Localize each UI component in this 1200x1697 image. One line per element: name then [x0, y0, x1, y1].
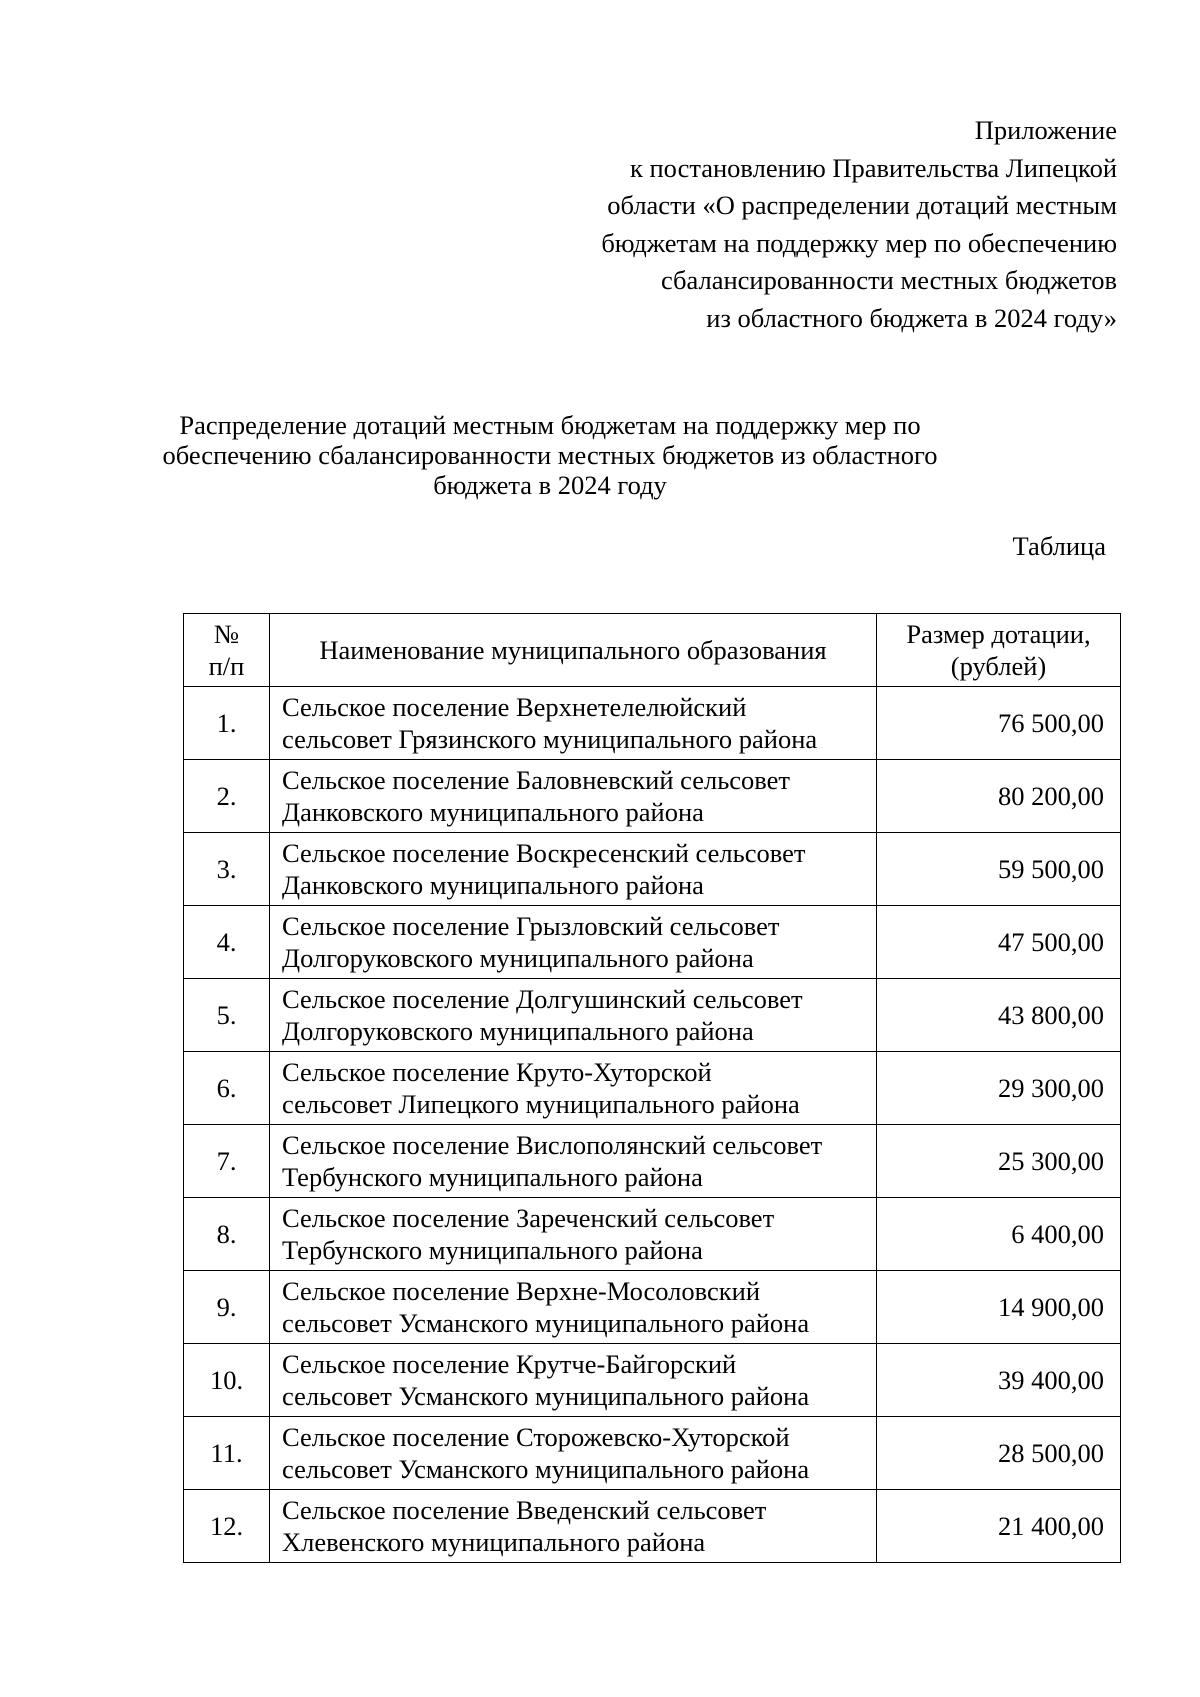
municipality-name-line: Сельское поселение Верхнетелелюйский [282, 692, 747, 722]
row-number: 3. [184, 833, 270, 906]
title-line: бюджета в 2024 году [433, 470, 667, 500]
row-grant-amount: 14 900,00 [877, 1271, 1121, 1344]
row-municipality-name [270, 833, 877, 906]
row-municipality-name [270, 1198, 877, 1271]
table-caption: Таблица [1012, 531, 1106, 561]
row-grant-amount: 47 500,00 [877, 906, 1121, 979]
municipality-name-line: Тербунского муниципального района [282, 1162, 703, 1192]
title-line: Распределение дотаций местным бюджетам на поддержку мер по [179, 410, 921, 440]
row-number: 12. [184, 1490, 270, 1563]
row-grant-amount: 76 500,00 [877, 687, 1121, 760]
table-row [184, 1344, 1121, 1417]
table-row [184, 906, 1121, 979]
municipality-name-line: Сельское поселение Воскресенский сельсовет [282, 838, 806, 868]
municipality-name-line: сельсовет Усманского муниципального района [282, 1454, 810, 1484]
header-name [270, 614, 877, 687]
table-row [184, 1125, 1121, 1198]
header-amount [877, 614, 1121, 687]
table-body [184, 687, 1121, 1563]
municipality-name-line: Сельское поселение Вислополянский сельсовет [282, 1130, 823, 1160]
municipality-name-line: Хлевенского муниципального района [282, 1527, 706, 1557]
header-number [184, 614, 270, 687]
table-row [184, 1417, 1121, 1490]
row-grant-amount: 59 500,00 [877, 833, 1121, 906]
row-grant-amount: 29 300,00 [877, 1052, 1121, 1125]
row-number: 8. [184, 1198, 270, 1271]
municipality-name-line: сельсовет Усманского муниципального района [282, 1308, 810, 1338]
document-title [150, 410, 950, 500]
municipality-name-line: Сельское поселение Введенский сельсовет [282, 1495, 767, 1525]
header-amount-line: (рублей) [950, 651, 1047, 681]
row-number: 10. [184, 1344, 270, 1417]
row-number: 2. [184, 760, 270, 833]
table-row [184, 1198, 1121, 1271]
municipality-name-line: Данковского муниципального района [282, 797, 704, 827]
row-municipality-name [270, 979, 877, 1052]
row-grant-amount: 21 400,00 [877, 1490, 1121, 1563]
appendix-line: Приложение [974, 115, 1117, 145]
header-number-line: № [213, 619, 240, 649]
appendix-note [601, 112, 1117, 337]
municipality-name-line: сельсовет Усманского муниципального района [282, 1381, 810, 1411]
row-number: 6. [184, 1052, 270, 1125]
municipality-name-line: Сельское поселение Сторожевско-Хуторской [282, 1422, 790, 1452]
appendix-line: области «О распределении дотаций местным [607, 190, 1117, 220]
row-grant-amount: 25 300,00 [877, 1125, 1121, 1198]
row-municipality-name [270, 1344, 877, 1417]
row-grant-amount: 28 500,00 [877, 1417, 1121, 1490]
header-amount-line: Размер дотации, [906, 619, 1091, 649]
appendix-line: бюджетам на поддержку мер по обеспечению [601, 227, 1117, 258]
row-number: 9. [184, 1271, 270, 1344]
row-number: 1. [184, 687, 270, 760]
municipality-name-line: сельсовет Грязинского муниципального района [282, 724, 818, 754]
row-municipality-name [270, 687, 877, 760]
municipality-name-line: Данковского муниципального района [282, 870, 704, 900]
row-grant-amount: 43 800,00 [877, 979, 1121, 1052]
table-row [184, 1052, 1121, 1125]
municipality-name-line: Долгоруковского муниципального района [282, 1016, 754, 1046]
appendix-line: из областного бюджета в 2024 году» [706, 302, 1117, 333]
row-municipality-name [270, 906, 877, 979]
table-row [184, 1490, 1121, 1563]
header-name-line: Наименование муниципального образования [319, 635, 827, 665]
table-row [184, 760, 1121, 833]
municipality-name-line: Сельское поселение Круто-Хуторской [282, 1057, 712, 1087]
grant-table [183, 613, 1121, 1563]
municipality-name-line: Сельское поселение Зареченский сельсовет [282, 1203, 775, 1233]
municipality-name-line: сельсовет Липецкого муниципального района [282, 1089, 800, 1119]
row-grant-amount: 6 400,00 [877, 1198, 1121, 1271]
table-row [184, 687, 1121, 760]
row-grant-amount: 39 400,00 [877, 1344, 1121, 1417]
municipality-name-line: Сельское поселение Грызловский сельсовет [282, 911, 780, 941]
appendix-line: сбалансированности местных бюджетов [660, 265, 1117, 295]
row-grant-amount: 80 200,00 [877, 760, 1121, 833]
municipality-name-line: Сельское поселение Крутче-Байгорский [282, 1349, 737, 1379]
appendix-line: к постановлению Правительства Липецкой [629, 152, 1117, 183]
row-municipality-name [270, 760, 877, 833]
row-municipality-name [270, 1271, 877, 1344]
table-header-row [184, 614, 1121, 687]
municipality-name-line: Сельское поселение Верхне-Мосоловский [282, 1276, 761, 1306]
row-number: 4. [184, 906, 270, 979]
municipality-name-line: Тербунского муниципального района [282, 1235, 703, 1265]
table-row [184, 979, 1121, 1052]
row-municipality-name [270, 1052, 877, 1125]
table-row [184, 833, 1121, 906]
row-number: 5. [184, 979, 270, 1052]
row-number: 7. [184, 1125, 270, 1198]
row-number: 11. [184, 1417, 270, 1490]
title-line: обеспечению сбалансированности местных бюджетов из областного [162, 440, 938, 470]
table-row [184, 1271, 1121, 1344]
municipality-name-line: Сельское поселение Долгушинский сельсовет [282, 984, 803, 1014]
row-municipality-name [270, 1125, 877, 1198]
row-municipality-name [270, 1417, 877, 1490]
municipality-name-line: Долгоруковского муниципального района [282, 943, 754, 973]
row-municipality-name [270, 1490, 877, 1563]
header-number-line: п/п [208, 651, 245, 681]
municipality-name-line: Сельское поселение Баловневский сельсовет [282, 765, 790, 795]
